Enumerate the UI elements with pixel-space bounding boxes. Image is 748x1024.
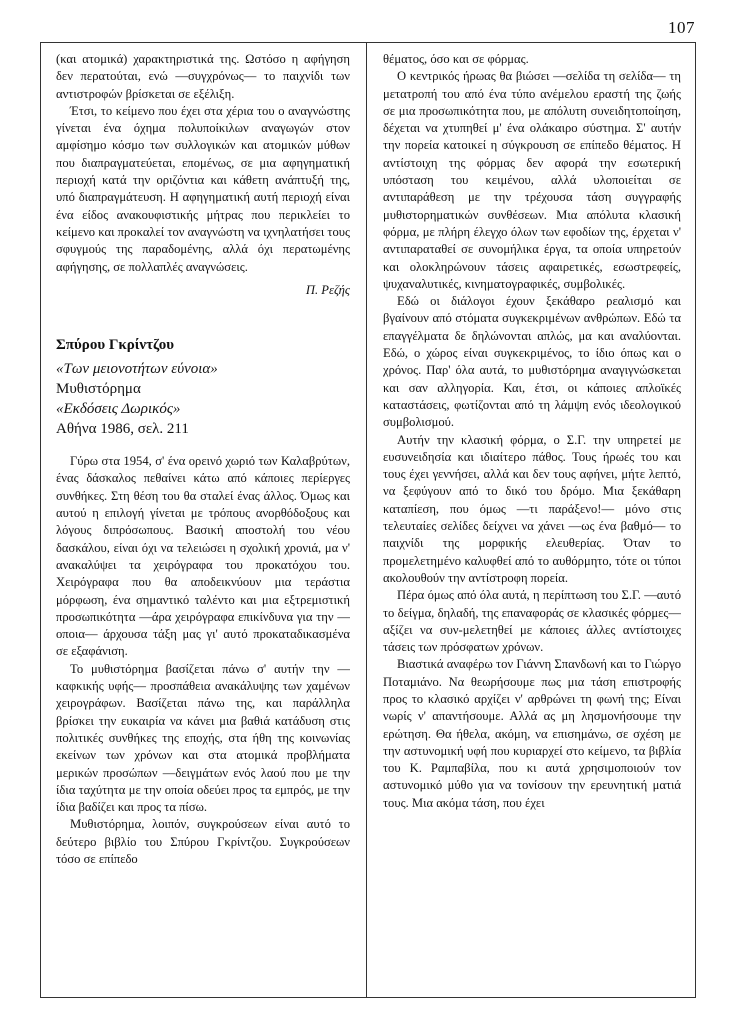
book-author: Σπύρου Γκρίντζου — [56, 337, 175, 354]
paragraph: Βιαστικά αναφέρω τον Γιάννη Σπανδωνή και το Γιώργο Ποταμιάνο. Να θεωρήσουμε πως μια τάση επιστροφής προς το κλασικό αρχίζει ν' αρθρώνει τη φωνή της; Είναι νωρίς ν' απαντήσουμε. Αλλά ας μη λησμονήσουμε την ερώτηση. Θα ήθελα, ακόμη, να επισημάνω, σε σχέση με την αστυνομική υφή που κυριαρχεί στο κείμενο, τα βιβλία του Κ. Ραμπαβίλα, που κι αυτά χρησιμοποιούν τον αστυνομικό μύθο για να τονίσουν την ερευνητική ματιά τους. Μια ακόμα τάση, που έχει — [383, 657, 681, 810]
page-number: 107 — [668, 18, 695, 37]
paragraph: Μυθιστόρημα, λοιπόν, συγκρούσεων είναι αυτό το δεύτερο βιβλίο του Σπύρου Γκρίντζου. Συγκρούσεων τόσο σε επίπεδο — [56, 817, 350, 866]
column-divider — [366, 43, 367, 997]
book-genre: Μυθιστόρημα — [56, 381, 141, 398]
left-column — [56, 51, 350, 991]
paragraph: Έτσι, το κείμενο που έχει στα χέρια του ο αναγνώστης γίνεται ένα όχημα πολυποίκιλων αναγωγών στον αμφίσημο κόσμο των συλλογικών και ατομικών μύθων που διαπραγματεύεται, επομένως, σε μια αφηγηματική περιοχή κατά την οριζόντια και κάθετη ανάπτυξή της, υπό διαπραγμάτευση. Η αφηγηματική αυτή περιοχή είναι ένα είδος ανακουφιστικής μήτρας που περικλείει το κείμενο και προκαλεί τον αναγνώστη να ιχνηλατήσει τους σφυγμούς της παραδομένης, αλλά όχι περατωμένης αφήγησης, σε πολλαπλές αναγνώσεις. — [56, 103, 350, 274]
two-column-frame — [40, 42, 696, 998]
right-column — [383, 51, 681, 991]
paragraph: θέματος, όσο και σε φόρμας. — [383, 52, 529, 66]
paragraph: Αυτήν την κλασική φόρμα, ο Σ.Γ. την υπηρετεί με ευσυνειδησία και ιδιαίτερο πάθος. Τους ήρωές του και τους έχει γεννήσει, αλλά και δεν τους αφήνει, μήτε λεπτό, να ξεφύγουν από το δικό του δρόμο. Μια ξεκάθαρη καταπίεση, που όμως —τι παράξενο!— μόνο στις τελευταίες σελίδες δείχνει να χάνει —ως ένα βαθμό— το παιχνίδι της μορφικής ελευθερίας. Όταν το προμελετημένο καλυφθεί από το αυθόρμητο, τότε οι τύποι ακολουθούν την αντίστροφη πορεία. — [383, 432, 681, 585]
book-publisher: «Εκδόσεις Δωρικός» — [56, 401, 181, 418]
paragraph: Το μυθιστόρημα βασίζεται πάνω σ' αυτήν την —καφκικής υφής— προσπάθεια ανακάλυψης των χαμένων χειρογράφων. Βασίζεται πάνω της, και παράλληλα βρίσκει την ευκαιρία να κάνει μια βαθιά κατάδυση στις πολιτικές συνθήκες της εποχής, στα ήθη της κοινωνίας εκείνων των χρόνων και στα ατομικά προβλήματα μερικών προσώπων —δειγμάτων ενός λαού που με την ίδια ταχύτητα με την οποία οδεύει προς τα εμπρός, με την ίδια βαδίζει και προς τα πίσω. — [56, 661, 350, 815]
book-publication-details: Αθήνα 1986, σελ. 211 — [56, 421, 189, 438]
paragraph: Πέρα όμως από όλα αυτά, η περίπτωση του Σ.Γ. —αυτό το δείγμα, δηλαδή, της επαναφοράς σε κλασικές φόρμες— αξίζει να συν-μελετηθεί με κάποιες άλλες αντίστοιχες τάσεις των πρόσφατων χρόνων. — [383, 588, 681, 655]
book-title: «Των μειονοτήτων εύνοια» — [56, 361, 218, 378]
paragraph: Ο κεντρικός ήρωας θα βιώσει —σελίδα τη σελίδα— τη μετατροπή του από ένα τύπο ανέμελου εραστή της ζωής σε μια προσωπικότητα που, με απόλυτη συνειδητοποίηση, δέχεται να χτυπηθεί μ' ένα ολάκαιρο σύστημα. Σ' αυτήν την πορεία κατοικεί η σύγκρουση σε επίπεδο θέματος. Η αντίστοιχη της φόρμας δεν αφορά την εσωτερική υπόσταση του κειμένου, αλλά υλοποιείται σε αντιπαράθεση με την τρέχουσα τάση συγγραφής μυθιστορηματικών συνθέσεων. Μια απόλυτα κλασική φόρμα, με πλήρη έλεγχο όλων των εφοδίων της, έρχεται ν' αντιπαραταθεί σε συνομήλικα έργα, τα οποία υπηρετούν και ολοκληρώνουν τάσεις αφαιρετικές, εσωστρεφείς, ψυχαναλυτικές, κινηματογραφικές, συμβολικές. — [383, 69, 681, 291]
paragraph: Εδώ οι διάλογοι έχουν ξεκάθαρο ρεαλισμό και βγαίνουν από στόματα συγκεκριμένων ανθρώπων. Εδώ τα επαγγέλματα δε δηλώνονται απλώς, μα και αναλύονται. Εδώ, ο χώρος είναι συγκεκριμένος, το ίδιο όπως και ο χρόνος. Παρ' όλα αυτά, το μυθιστόρημα αναγιγνώσκεται και σαν αλληγορία. Και, έτσι, οι κάποιες απλοϊκές καταστάσεις, φωτίζονται από τη λάμψη ενός ιδεολογικού συμβολισμού. — [383, 294, 681, 430]
review-signature: Π. Ρεζής — [305, 282, 350, 297]
paragraph: Γύρω στα 1954, σ' ένα ορεινό χωριό των Καλαβρύτων, ένας δάσκαλος πεθαίνει κάτω από κάποιες περίεργες συνθήκες. Στη θέση του θα σταλεί ένας άλλος. Όμως και αυτού η επιλογή γίνεται με τρόπους ανορθόδοξους και λόγους διπρόσωπους. Βασική αποστολή του νέου δασκάλου, είναι όχι να τελειώσει η σχολική χρονιά, μα ν' ανακαλύψει τα χειρόγραφα του προκατόχου του. Χειρόγραφα που θα αποδεικνύουν μια τεράστια μόρφωση, ένα σημαντικό ταλέντο και μια εξτρεμιστική προσωπικότητα —άρα χειρόγραφα επικίνδυνα για την —οποια— άρχουσα τάξη μας γι' αυτό προκαταδικασμένα σε εξαφάνιση. — [56, 454, 350, 659]
book-review-header — [56, 335, 350, 439]
paragraph: (και ατομικά) χαρακτηριστικά της. Ωστόσο η αφήγηση δεν περατούται, ενώ —συγχρόνως— το παιχνίδι των αντιστροφών βρίσκεται σε εξέλιξη. — [56, 52, 350, 101]
